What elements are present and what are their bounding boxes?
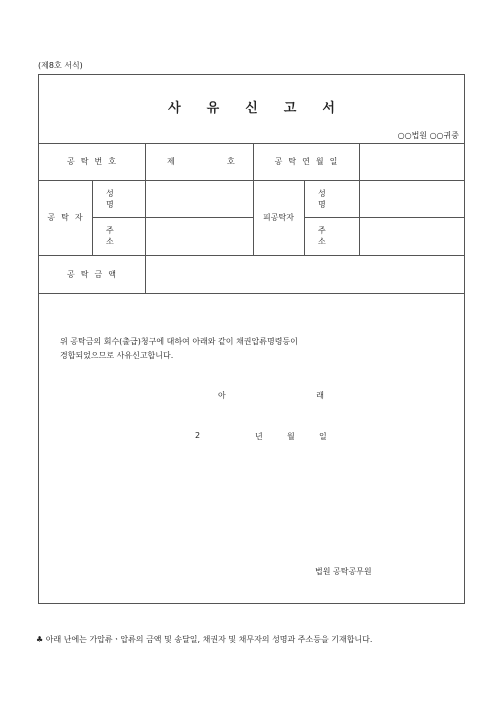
depositor-label: 공탁자 [47, 213, 89, 222]
deposit-number-label: 공탁번호 [67, 157, 122, 166]
deposit-number-value[interactable] [145, 143, 253, 180]
below-label: 아 래 [218, 391, 368, 400]
document-title: 사유신고서 [168, 101, 361, 116]
depositor-address-label: 주소 [106, 226, 128, 246]
signature-line: 법원 공탁공무원 [315, 567, 372, 576]
depositor-name-label: 성명 [106, 188, 128, 209]
footnote: ♣ 아래 난에는 가압류ㆍ압류의 금액 및 송달일, 채권자 및 채무자의 성명과 주소등을 기재합니다. [36, 635, 373, 644]
divider [38, 293, 465, 294]
depositor-address-value[interactable] [145, 217, 253, 255]
statement-text [60, 335, 360, 363]
date-month-unit: 월 [287, 432, 295, 441]
deposit-number-suffix: 호 [227, 157, 235, 166]
depositee-name-label: 성명 [318, 188, 340, 209]
depositee-label: 피공탁자 [263, 213, 294, 222]
deposit-amount-label: 공탁금액 [67, 269, 122, 279]
date-year-unit: 년 [255, 432, 263, 441]
date-line [195, 431, 327, 442]
deposit-number-prefix: 제 [167, 157, 175, 166]
court-addressee: ○○법원 ○○귀중 [397, 131, 459, 140]
depositee-name-value[interactable] [359, 180, 465, 217]
depositor-name-value[interactable] [145, 180, 253, 217]
depositee-address-value[interactable] [359, 217, 465, 255]
date-year: 2 [195, 431, 201, 440]
statement-line: 경합되었으므로 사유신고합니다. [60, 351, 174, 360]
form-number: (제8호 서식) [38, 61, 83, 70]
statement-line: 위 공탁금의 회수(출급)청구에 대하여 아래와 같이 채권압류명령등이 [60, 337, 298, 346]
depositee-address-label: 주소 [318, 226, 340, 246]
date-day-unit: 일 [319, 432, 327, 441]
deposit-amount-value[interactable] [145, 255, 465, 293]
deposit-date-value[interactable] [359, 143, 465, 180]
deposit-date-label: 공탁연월일 [274, 157, 344, 166]
